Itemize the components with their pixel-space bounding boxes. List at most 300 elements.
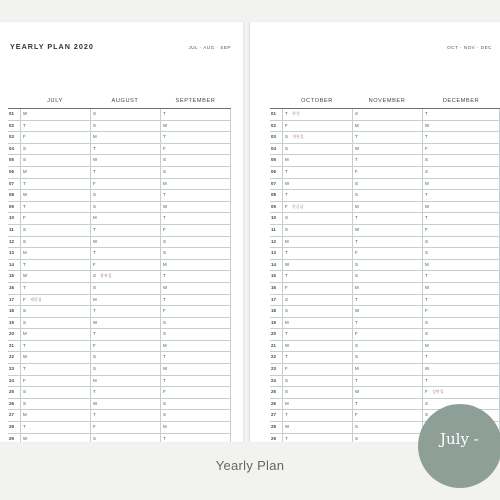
weekday-letter: T	[355, 157, 358, 163]
day-cell[interactable]	[282, 283, 352, 294]
day-cell[interactable]	[282, 260, 352, 271]
day-row	[270, 387, 500, 399]
day-cell[interactable]	[352, 167, 422, 178]
day-cell[interactable]	[160, 109, 231, 120]
month-header: AUGUST	[111, 98, 139, 104]
day-row	[8, 237, 231, 249]
day-cell[interactable]	[160, 213, 231, 224]
day-cell[interactable]	[422, 260, 500, 271]
weekday-letter: M	[93, 296, 97, 302]
day-cell[interactable]	[160, 410, 231, 421]
month-header-row	[8, 94, 231, 109]
day-cell[interactable]	[422, 318, 500, 329]
day-cell[interactable]	[282, 190, 352, 201]
day-cell[interactable]	[422, 179, 500, 190]
day-cell[interactable]	[282, 306, 352, 317]
day-number: 24	[9, 377, 14, 383]
day-cell[interactable]	[20, 295, 90, 306]
weekday-letter: T	[163, 296, 166, 302]
day-cell[interactable]	[282, 422, 352, 433]
day-cell[interactable]	[90, 202, 160, 213]
day-cell[interactable]	[160, 306, 231, 317]
day-cell[interactable]	[20, 387, 90, 398]
day-row	[270, 364, 500, 376]
day-cell[interactable]	[282, 410, 352, 421]
day-cell[interactable]	[422, 190, 500, 201]
weekday-letter: S	[285, 377, 288, 383]
day-cell[interactable]	[90, 248, 160, 259]
day-cell[interactable]	[90, 132, 160, 143]
day-row	[8, 329, 231, 341]
day-cell[interactable]	[90, 121, 160, 132]
day-cell[interactable]	[282, 144, 352, 155]
day-cell[interactable]	[160, 121, 231, 132]
day-number: 25	[271, 389, 276, 395]
day-number: 13	[271, 250, 276, 256]
weekday-letter: T	[425, 296, 428, 302]
weekday-letter: T	[23, 366, 26, 372]
day-cell[interactable]	[90, 225, 160, 236]
weekday-letter: F	[163, 308, 166, 314]
day-cell[interactable]	[90, 295, 160, 306]
day-number: 12	[271, 238, 276, 244]
day-cell[interactable]	[422, 376, 500, 387]
day-cell[interactable]	[422, 237, 500, 248]
day-cell[interactable]	[160, 329, 231, 340]
weekday-letter: M	[163, 424, 167, 430]
day-cell[interactable]	[422, 364, 500, 375]
weekday-letter: F	[163, 145, 166, 151]
day-cell[interactable]	[20, 318, 90, 329]
weekday-letter: F	[93, 261, 96, 267]
weekday-letter: S	[285, 134, 288, 140]
weekday-letter: F	[285, 203, 288, 209]
day-cell[interactable]	[422, 387, 500, 398]
weekday-letter: T	[355, 134, 358, 140]
day-cell[interactable]	[352, 155, 422, 166]
day-cell[interactable]	[282, 318, 352, 329]
weekday-letter: S	[93, 111, 96, 116]
day-cell[interactable]	[160, 155, 231, 166]
day-cell[interactable]	[352, 248, 422, 259]
day-number: 01	[271, 111, 276, 116]
day-cell[interactable]	[422, 341, 500, 352]
weekday-letter: S	[285, 215, 288, 221]
day-cell[interactable]	[352, 399, 422, 410]
weekday-letter: S	[425, 250, 428, 256]
day-cell[interactable]	[90, 410, 160, 421]
day-cell[interactable]	[160, 202, 231, 213]
day-number: 02	[9, 122, 14, 128]
day-cell[interactable]	[352, 341, 422, 352]
day-cell[interactable]	[90, 318, 160, 329]
day-cell[interactable]	[160, 271, 231, 282]
day-number: 17	[9, 296, 14, 302]
month-grid-left	[8, 94, 231, 442]
day-cell[interactable]	[422, 225, 500, 236]
weekday-letter: S	[355, 111, 358, 116]
weekday-letter: S	[425, 238, 428, 244]
day-cell[interactable]	[282, 225, 352, 236]
day-cell[interactable]	[352, 318, 422, 329]
day-cell[interactable]	[90, 387, 160, 398]
weekday-letter: T	[425, 215, 428, 221]
weekday-letter: F	[355, 412, 358, 418]
day-number: 15	[271, 273, 276, 279]
day-cell[interactable]	[282, 132, 352, 143]
day-cell[interactable]	[20, 306, 90, 317]
day-number: 06	[271, 168, 276, 174]
day-cell[interactable]	[160, 364, 231, 375]
day-cell[interactable]	[20, 410, 90, 421]
weekday-letter: T	[163, 354, 166, 360]
day-cell[interactable]	[422, 213, 500, 224]
day-cell[interactable]	[160, 283, 231, 294]
day-cell[interactable]	[282, 155, 352, 166]
weekday-letter: M	[163, 180, 167, 186]
weekday-letter: W	[425, 122, 430, 128]
weekday-letter: S	[355, 192, 358, 198]
weekday-letter: S	[93, 122, 96, 128]
day-cell[interactable]	[352, 387, 422, 398]
day-cell[interactable]	[282, 364, 352, 375]
month-header: JULY	[47, 98, 63, 104]
day-cell[interactable]	[282, 213, 352, 224]
day-cell[interactable]	[160, 237, 231, 248]
weekday-letter: M	[425, 342, 429, 348]
day-cell[interactable]	[352, 132, 422, 143]
day-cell[interactable]	[422, 306, 500, 317]
day-row	[8, 410, 231, 422]
day-cell[interactable]	[352, 121, 422, 132]
day-cell[interactable]	[160, 260, 231, 271]
month-header-row	[270, 94, 500, 109]
day-cell[interactable]	[20, 422, 90, 433]
weekday-letter: T	[93, 331, 96, 337]
day-cell[interactable]	[160, 387, 231, 398]
day-cell[interactable]	[352, 179, 422, 190]
day-cell[interactable]	[20, 399, 90, 410]
weekday-letter: T	[163, 111, 166, 116]
day-row	[8, 318, 231, 330]
day-cell[interactable]	[282, 341, 352, 352]
weekday-letter: S	[355, 273, 358, 279]
day-row	[8, 155, 231, 167]
weekday-letter: S	[425, 412, 428, 418]
day-cell[interactable]	[282, 399, 352, 410]
day-cell[interactable]	[352, 410, 422, 421]
day-cell[interactable]	[20, 190, 90, 201]
day-cell[interactable]	[90, 329, 160, 340]
day-cell[interactable]	[20, 109, 90, 120]
day-number: 20	[271, 331, 276, 337]
day-cell[interactable]	[352, 352, 422, 363]
day-cell[interactable]	[352, 144, 422, 155]
weekday-letter: S	[163, 412, 166, 418]
day-cell[interactable]	[160, 422, 231, 433]
day-cell[interactable]	[90, 109, 160, 120]
day-row	[8, 202, 231, 214]
day-cell[interactable]	[422, 202, 500, 213]
day-cell[interactable]	[20, 248, 90, 259]
day-row	[8, 213, 231, 225]
day-cell[interactable]	[422, 121, 500, 132]
weekday-letter: S	[93, 435, 96, 441]
day-cell[interactable]	[20, 271, 90, 282]
day-cell[interactable]	[20, 155, 90, 166]
day-cell[interactable]	[422, 155, 500, 166]
day-cell[interactable]	[282, 121, 352, 132]
weekday-letter: T	[23, 203, 26, 209]
weekday-letter: T	[163, 134, 166, 140]
weekday-letter: S	[355, 342, 358, 348]
weekday-letter: S	[23, 145, 26, 151]
weekday-letter: T	[355, 238, 358, 244]
day-cell[interactable]	[160, 132, 231, 143]
day-cell[interactable]	[90, 376, 160, 387]
day-cell[interactable]	[282, 179, 352, 190]
day-cell[interactable]	[160, 225, 231, 236]
day-cell[interactable]	[282, 329, 352, 340]
day-cell[interactable]	[282, 434, 352, 442]
day-cell[interactable]	[20, 352, 90, 363]
caption: Yearly Plan	[215, 458, 285, 473]
day-cell[interactable]	[160, 144, 231, 155]
day-cell[interactable]	[90, 352, 160, 363]
day-row	[270, 306, 500, 318]
day-row	[270, 109, 500, 121]
weekday-letter: F	[355, 250, 358, 256]
weekday-letter: W	[355, 226, 360, 232]
day-cell[interactable]	[20, 167, 90, 178]
weekday-letter: T	[355, 319, 358, 325]
weekday-letter: T	[163, 215, 166, 221]
day-cell[interactable]	[352, 213, 422, 224]
day-cell[interactable]	[282, 248, 352, 259]
weekday-letter: T	[285, 331, 288, 337]
weekday-letter: M	[285, 157, 289, 163]
weekday-letter: S	[163, 250, 166, 256]
day-number: 20	[9, 331, 14, 337]
day-cell[interactable]	[352, 422, 422, 433]
day-row	[270, 213, 500, 225]
day-number: 23	[271, 366, 276, 372]
day-cell[interactable]	[90, 260, 160, 271]
weekday-letter: M	[285, 400, 289, 406]
day-cell[interactable]	[20, 225, 90, 236]
day-number: 01	[9, 111, 14, 116]
day-cell[interactable]	[90, 237, 160, 248]
day-cell[interactable]	[90, 213, 160, 224]
day-cell[interactable]	[282, 109, 352, 120]
day-number: 16	[271, 284, 276, 290]
day-row	[270, 167, 500, 179]
weekday-letter: S	[355, 435, 358, 441]
day-number: 03	[271, 134, 276, 140]
day-cell[interactable]	[90, 144, 160, 155]
day-cell[interactable]	[160, 434, 231, 442]
day-cell[interactable]	[352, 283, 422, 294]
weekday-letter: T	[355, 296, 358, 302]
weekday-letter: T	[93, 412, 96, 418]
day-cell[interactable]	[160, 248, 231, 259]
day-cell[interactable]	[90, 341, 160, 352]
day-cell[interactable]	[352, 364, 422, 375]
day-cell[interactable]	[352, 376, 422, 387]
day-cell[interactable]	[282, 167, 352, 178]
day-row	[8, 341, 231, 353]
weekday-letter: S	[163, 238, 166, 244]
day-cell[interactable]	[20, 329, 90, 340]
day-cell[interactable]	[282, 295, 352, 306]
weekday-letter: M	[93, 134, 97, 140]
weekday-letter: S	[285, 145, 288, 151]
day-cell[interactable]	[20, 376, 90, 387]
day-number: 27	[9, 412, 14, 418]
day-number: 19	[9, 319, 14, 325]
day-cell[interactable]	[422, 144, 500, 155]
weekday-letter: M	[355, 122, 359, 128]
day-number: 11	[9, 226, 14, 232]
day-cell[interactable]	[90, 179, 160, 190]
day-row	[8, 248, 231, 260]
weekday-letter: M	[285, 319, 289, 325]
day-cell[interactable]	[90, 190, 160, 201]
weekday-letter: W	[163, 284, 168, 290]
weekday-letter: T	[285, 354, 288, 360]
weekday-letter: S	[285, 296, 288, 302]
day-number: 18	[271, 308, 276, 314]
day-row	[270, 225, 500, 237]
day-cell[interactable]	[20, 434, 90, 442]
day-number: 15	[9, 273, 14, 279]
day-cell[interactable]	[282, 352, 352, 363]
weekday-letter: T	[425, 111, 428, 116]
day-row	[270, 237, 500, 249]
day-number: 14	[271, 261, 276, 267]
day-cell[interactable]	[160, 190, 231, 201]
page-title: YEARLY PLAN 2020	[10, 42, 94, 51]
day-row	[8, 295, 231, 307]
day-cell[interactable]	[90, 155, 160, 166]
day-cell[interactable]	[422, 248, 500, 259]
day-row	[270, 260, 500, 272]
day-cell[interactable]	[422, 295, 500, 306]
day-cell[interactable]	[160, 295, 231, 306]
day-cell[interactable]	[20, 132, 90, 143]
weekday-letter: F	[23, 215, 26, 221]
day-cell[interactable]	[90, 306, 160, 317]
weekday-letter: W	[163, 366, 168, 372]
day-number: 21	[271, 342, 276, 348]
day-cell[interactable]	[90, 364, 160, 375]
day-cell[interactable]	[352, 202, 422, 213]
weekday-letter: T	[355, 377, 358, 383]
day-cell[interactable]	[20, 179, 90, 190]
weekday-letter: T	[285, 412, 288, 418]
weekday-letter: W	[23, 435, 28, 441]
day-cell[interactable]	[90, 399, 160, 410]
day-cell[interactable]	[352, 225, 422, 236]
day-number: 23	[9, 366, 14, 372]
day-cell[interactable]	[282, 387, 352, 398]
weekday-letter: W	[285, 261, 290, 267]
day-number: 27	[271, 412, 276, 418]
day-number: 05	[271, 157, 276, 163]
day-cell[interactable]	[352, 306, 422, 317]
day-cell[interactable]	[352, 271, 422, 282]
day-cell[interactable]	[160, 399, 231, 410]
day-cell[interactable]	[352, 295, 422, 306]
day-cell[interactable]	[352, 329, 422, 340]
day-cell[interactable]	[352, 109, 422, 120]
day-cell[interactable]	[282, 271, 352, 282]
day-cell[interactable]	[90, 271, 160, 282]
day-cell[interactable]	[352, 237, 422, 248]
day-cell[interactable]	[90, 283, 160, 294]
weekday-letter: S	[93, 273, 96, 279]
day-cell[interactable]	[90, 422, 160, 433]
weekday-letter: M	[23, 250, 27, 256]
day-cell[interactable]	[160, 318, 231, 329]
right-page	[250, 22, 500, 442]
day-cell[interactable]	[160, 352, 231, 363]
holiday-note: 한글날	[292, 203, 304, 209]
weekday-letter: W	[23, 111, 28, 116]
day-cell[interactable]	[160, 376, 231, 387]
day-cell[interactable]	[422, 271, 500, 282]
day-row	[8, 179, 231, 191]
day-cell[interactable]	[352, 434, 422, 442]
day-cell[interactable]	[282, 376, 352, 387]
day-cell[interactable]	[20, 260, 90, 271]
day-cell[interactable]	[20, 202, 90, 213]
day-cell[interactable]	[160, 167, 231, 178]
weekday-letter: M	[425, 261, 429, 267]
day-cell[interactable]	[20, 213, 90, 224]
day-cell[interactable]	[422, 329, 500, 340]
day-cell[interactable]	[20, 341, 90, 352]
day-cell[interactable]	[282, 202, 352, 213]
day-cell[interactable]	[20, 121, 90, 132]
weekday-letter: T	[355, 400, 358, 406]
weekday-letter: W	[93, 157, 98, 163]
day-cell[interactable]	[352, 260, 422, 271]
day-cell[interactable]	[422, 167, 500, 178]
day-cell[interactable]	[20, 364, 90, 375]
day-cell[interactable]	[90, 434, 160, 442]
weekday-letter: T	[163, 435, 166, 441]
day-cell[interactable]	[160, 341, 231, 352]
day-cell[interactable]	[422, 352, 500, 363]
day-cell[interactable]	[352, 190, 422, 201]
day-cell[interactable]	[20, 144, 90, 155]
day-cell[interactable]	[20, 237, 90, 248]
weekday-letter: S	[285, 226, 288, 232]
day-cell[interactable]	[282, 237, 352, 248]
day-number: 04	[9, 145, 14, 151]
day-row	[8, 271, 231, 283]
weekday-letter: M	[425, 180, 429, 186]
day-cell[interactable]	[160, 179, 231, 190]
weekday-letter: W	[355, 308, 360, 314]
day-cell[interactable]	[90, 167, 160, 178]
day-cell[interactable]	[422, 283, 500, 294]
day-cell[interactable]	[422, 109, 500, 120]
day-cell[interactable]	[20, 283, 90, 294]
day-row	[8, 225, 231, 237]
day-cell[interactable]	[422, 132, 500, 143]
